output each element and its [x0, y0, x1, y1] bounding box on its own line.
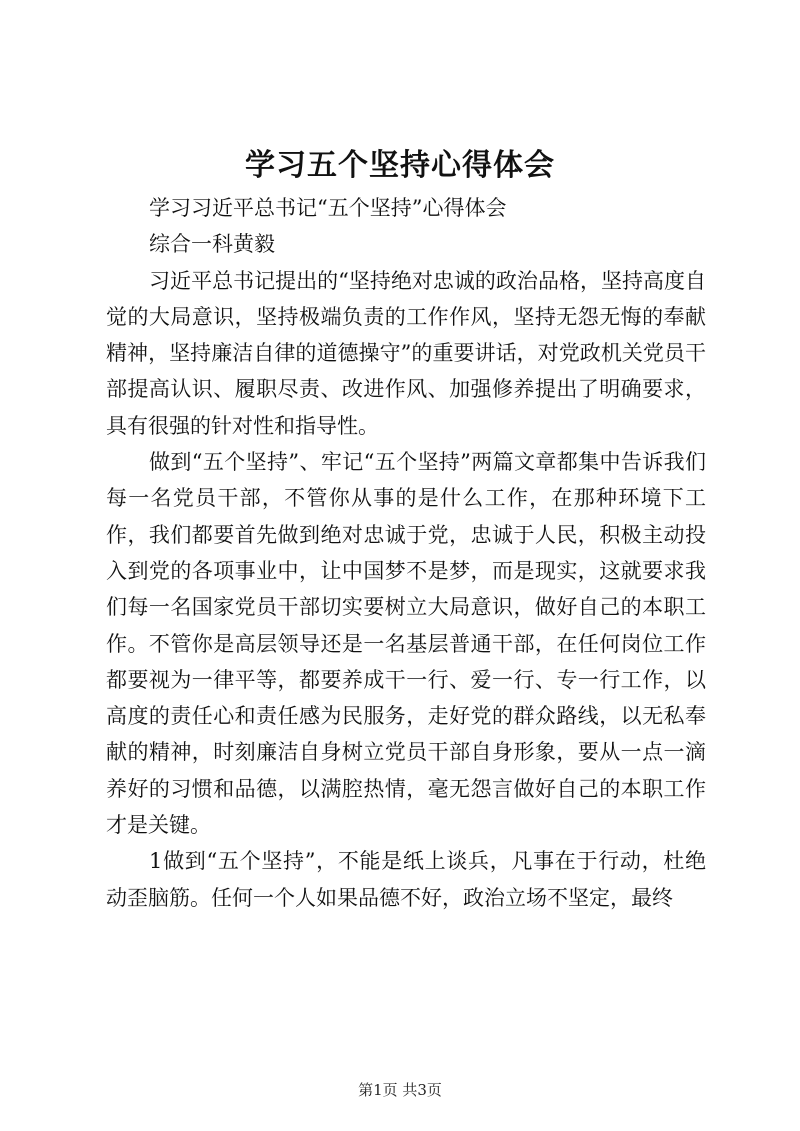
body-paragraph: 习近平总书记提出的“坚持绝对忠诚的政治品格，坚持高度自觉的大局意识，坚持极端负责的工作作风，坚持无怨无悔的奉献精神，坚持廉洁自律的道德操守”的重要讲话，对党政机关党员干部提高认识、履职尽责、改进作风、加强修养提出了明确要求，具有很强的针对性和指导性。: [106, 268, 706, 438]
body-paragraph: 1做到“五个坚持”，不能是纸上谈兵，凡事在于行动，杜绝动歪脑筋。任何一个人如果品德不好，政治立场不坚定，最终: [106, 849, 706, 910]
document-body: [106, 190, 706, 916]
author-paragraph: 综合一科黄毅: [149, 232, 276, 257]
subtitle-paragraph: 学习习近平总书记“五个坚持”心得体会: [149, 196, 507, 220]
body-paragraph: 做到“五个坚持”、牢记“五个坚持”两篇文章都集中告诉我们每一名党员干部，不管你从事的是什么工作，在那种环境下工作，我们都要首先做到绝对忠诚于党，忠诚于人民，积极主动投入到党的各项事业中，让中国梦不是梦，而是现实，这就要求我们每一名国家党员干部切实要树立大局意识，做好自己的本职工作。不管你是高层领导还是一名基层普通干部，在任何岗位工作都要视为一律平等，都要养成干一行、爱一行、专一行工作，以高度的责任心和责任感为民服务，走好党的群众路线，以无私奉献的精神，时刻廉洁自身树立党员干部自身形象，要从一点一滴养好的习惯和品德，以满腔热情，毫无怨言做好自己的本职工作才是关键。: [106, 450, 706, 838]
page-number-footer: 第1页 共3页: [358, 1081, 442, 1099]
document-title: 学习五个坚持心得体会: [245, 148, 555, 183]
